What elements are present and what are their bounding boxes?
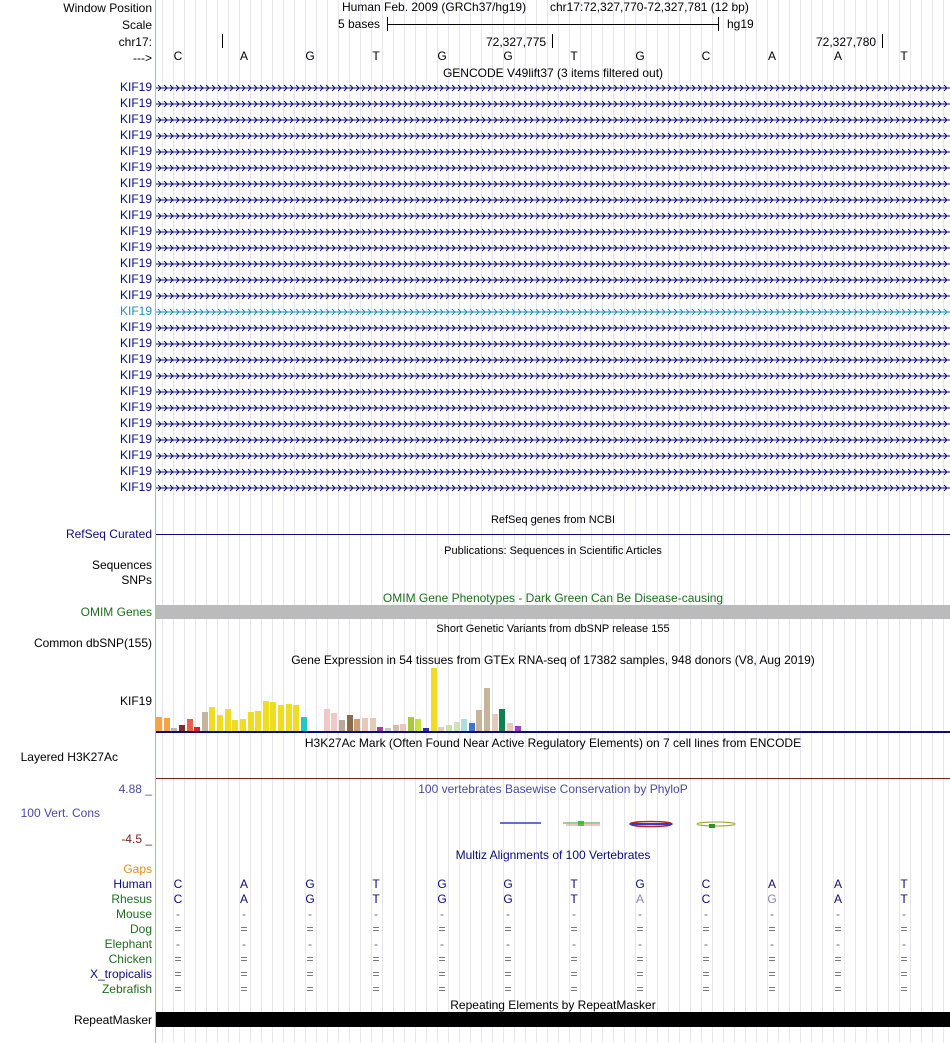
alignment-base: - xyxy=(242,937,246,951)
gencode-title[interactable]: GENCODE V49lift37 (3 items filtered out) xyxy=(442,66,664,80)
base-letter: G xyxy=(503,49,513,63)
gtex-tissue-bar[interactable] xyxy=(499,709,505,731)
gencode-gene-feature[interactable] xyxy=(156,423,950,425)
gencode-gene-label[interactable]: KIF19 xyxy=(119,80,152,94)
alignment-base: T xyxy=(900,892,908,906)
alignment-base: = xyxy=(174,982,182,996)
alignment-base: G xyxy=(437,877,447,891)
base-letter: A xyxy=(767,49,776,63)
gtex-tissue-bar[interactable] xyxy=(469,723,475,731)
gtex-tissue-bar[interactable] xyxy=(225,709,231,731)
gtex-baseline xyxy=(156,731,950,733)
gtex-bar-chart[interactable] xyxy=(156,667,950,731)
omim-title[interactable]: OMIM Gene Phenotypes - Dark Green Can Be Disease-causing xyxy=(382,591,724,605)
gencode-gene-label[interactable]: KIF19 xyxy=(119,416,152,430)
species-label[interactable]: Human xyxy=(113,877,152,891)
gencode-gene-feature[interactable] xyxy=(156,167,950,169)
alignment-base: - xyxy=(440,937,444,951)
gencode-gene-feature[interactable] xyxy=(156,343,950,345)
alignment-base: - xyxy=(308,907,312,921)
alignment-base: = xyxy=(834,922,842,936)
gencode-gene-label[interactable]: KIF19 xyxy=(119,272,152,286)
gtex-tissue-bar[interactable] xyxy=(354,719,360,731)
alignment-base: = xyxy=(306,967,314,981)
gtex-tissue-bar[interactable] xyxy=(255,711,261,731)
alignment-base: = xyxy=(900,922,908,936)
gtex-tissue-bar[interactable] xyxy=(408,717,414,731)
gencode-gene-label[interactable]: KIF19 xyxy=(119,176,152,190)
alignment-base: = xyxy=(768,922,776,936)
gencode-gene-label[interactable]: KIF19 xyxy=(119,400,152,414)
alignment-base: = xyxy=(900,952,908,966)
gencode-gene-label[interactable]: KIF19 xyxy=(119,432,152,446)
scale-text: 5 bases xyxy=(338,17,381,31)
snps-label[interactable]: SNPs xyxy=(121,573,152,587)
scale-bar-right-tick xyxy=(718,17,719,31)
strand-label: ---> xyxy=(133,51,152,65)
alignment-base: T xyxy=(372,892,380,906)
gencode-gene-feature[interactable] xyxy=(156,87,950,89)
alignment-base: = xyxy=(768,952,776,966)
alignment-base: = xyxy=(372,922,380,936)
track-area[interactable] xyxy=(156,0,950,1043)
gencode-gene-feature[interactable] xyxy=(156,199,950,201)
base-letter: G xyxy=(437,49,447,63)
alignment-base: A xyxy=(635,892,644,906)
alignment-base: = xyxy=(174,967,182,981)
alignment-base: - xyxy=(506,907,510,921)
species-label[interactable]: X_tropicalis xyxy=(89,967,152,981)
gencode-gene-feature[interactable] xyxy=(156,183,950,185)
alignment-base: = xyxy=(702,967,710,981)
species-label[interactable]: Elephant xyxy=(104,937,152,951)
refseq-title[interactable]: RefSeq genes from NCBI xyxy=(490,514,616,526)
gtex-tissue-bar[interactable] xyxy=(232,720,238,731)
alignment-base: = xyxy=(504,982,512,996)
gencode-gene-label[interactable]: KIF19 xyxy=(119,96,152,110)
alignment-base: = xyxy=(438,982,446,996)
coord-tick xyxy=(222,34,223,48)
alignment-base: - xyxy=(308,937,312,951)
alignment-base: = xyxy=(768,982,776,996)
scale-assembly: hg19 xyxy=(727,17,754,31)
alignment-base: = xyxy=(834,982,842,996)
alignment-base: = xyxy=(438,967,446,981)
window-position-label: Window Position xyxy=(63,1,152,15)
gencode-gene-feature[interactable] xyxy=(156,391,950,393)
alignment-base: - xyxy=(902,937,906,951)
gencode-gene-feature[interactable] xyxy=(156,295,950,297)
alignment-base: = xyxy=(570,952,578,966)
alignment-base: = xyxy=(174,952,182,966)
alignment-base: - xyxy=(572,907,576,921)
gencode-gene-label[interactable]: KIF19 xyxy=(119,448,152,462)
repeatmasker-label[interactable]: RepeatMasker xyxy=(73,1013,152,1027)
alignment-base: A xyxy=(767,877,776,891)
alignment-base: - xyxy=(704,907,708,921)
alignment-base: T xyxy=(570,877,578,891)
gencode-gene-label[interactable]: KIF19 xyxy=(119,224,152,238)
gtex-tissue-bar[interactable] xyxy=(278,705,284,731)
alignment-base: = xyxy=(306,982,314,996)
gencode-gene-label[interactable]: KIF19 xyxy=(119,208,152,222)
alignment-base: = xyxy=(702,952,710,966)
gencode-gene-feature[interactable] xyxy=(156,455,950,457)
gencode-gene-feature[interactable] xyxy=(156,215,950,217)
gtex-tissue-bar[interactable] xyxy=(331,713,337,731)
gtex-title[interactable]: Gene Expression in 54 tissues from GTEx RNA-seq of 17382 samples, 948 donors (V8, Aug 2019) xyxy=(291,653,815,667)
phylop-min-label: -4.5 _ xyxy=(121,832,152,846)
alignment-base: = xyxy=(372,952,380,966)
alignment-base: T xyxy=(900,877,908,891)
gencode-gene-feature[interactable] xyxy=(156,231,950,233)
scale-bar xyxy=(387,24,718,25)
base-letter: A xyxy=(239,49,248,63)
gencode-gene-feature[interactable] xyxy=(156,279,950,281)
gencode-gene-feature[interactable] xyxy=(156,263,950,265)
alignment-base: G xyxy=(503,892,513,906)
alignment-base: G xyxy=(503,877,513,891)
alignment-base: - xyxy=(836,907,840,921)
base-letter: C xyxy=(701,49,711,63)
alignment-base: = xyxy=(570,922,578,936)
alignment-base: - xyxy=(836,937,840,951)
species-label[interactable]: Rhesus xyxy=(111,892,152,906)
gtex-tissue-bar[interactable] xyxy=(240,719,246,731)
alignment-base: = xyxy=(504,922,512,936)
gencode-gene-feature[interactable] xyxy=(156,375,950,377)
alignment-base: - xyxy=(440,907,444,921)
gencode-gene-label[interactable]: KIF19 xyxy=(119,112,152,126)
alignment-base: = xyxy=(306,922,314,936)
repeatmasker-bar[interactable] xyxy=(156,1012,950,1027)
gencode-gene-feature[interactable] xyxy=(156,119,950,121)
gtex-tissue-bar[interactable] xyxy=(263,701,269,731)
gtex-tissue-bar[interactable] xyxy=(187,719,193,731)
alignment-base: G xyxy=(305,892,315,906)
gencode-gene-feature[interactable] xyxy=(156,135,950,137)
multiz-title[interactable]: Multiz Alignments of 100 Vertebrates xyxy=(455,848,651,862)
gtex-tissue-bar[interactable] xyxy=(248,712,254,731)
coord-label-2: 72,327,780 xyxy=(816,35,877,49)
alignment-base: - xyxy=(704,937,708,951)
alignment-base: = xyxy=(504,952,512,966)
alignment-base: - xyxy=(506,937,510,951)
gencode-gene-label[interactable]: KIF19 xyxy=(119,240,152,254)
gencode-gene-label[interactable]: KIF19 xyxy=(119,192,152,206)
gencode-gene-feature[interactable] xyxy=(156,487,950,489)
phylop-label[interactable]: 100 Vert. Cons xyxy=(20,806,100,820)
alignment-base: G xyxy=(437,892,447,906)
alignment-base: = xyxy=(636,967,644,981)
alignment-base: T xyxy=(570,892,578,906)
alignment-base: = xyxy=(306,952,314,966)
publications-title[interactable]: Publications: Sequences in Scientific Articles xyxy=(444,545,662,557)
position-readout: chr17:72,327,770-72,327,781 (12 bp) xyxy=(550,0,749,14)
gtex-tissue-bar[interactable] xyxy=(286,704,292,731)
gencode-gene-feature[interactable] xyxy=(156,439,950,441)
gtex-tissue-bar[interactable] xyxy=(217,715,223,731)
gencode-gene-label[interactable]: KIF19 xyxy=(119,256,152,270)
alignment-base: = xyxy=(834,952,842,966)
gencode-gene-feature[interactable] xyxy=(156,407,950,409)
alignment-base: C xyxy=(701,877,711,891)
alignment-base: = xyxy=(240,967,248,981)
gtex-tissue-bar[interactable] xyxy=(400,724,406,731)
alignment-base: = xyxy=(702,922,710,936)
alignment-base: = xyxy=(240,952,248,966)
dbsnp-title[interactable]: Short Genetic Variants from dbSNP release 155 xyxy=(436,623,670,635)
alignment-base: - xyxy=(242,907,246,921)
phylop-title[interactable]: 100 vertebrates Basewise Conservation by PhyloP xyxy=(418,782,688,796)
base-letter: T xyxy=(372,49,380,63)
species-label[interactable]: Dog xyxy=(129,922,152,936)
alignment-base: = xyxy=(438,922,446,936)
gtex-tissue-bar[interactable] xyxy=(492,714,498,731)
gtex-tissue-bar[interactable] xyxy=(209,707,215,731)
phylop-signal[interactable] xyxy=(156,814,950,834)
species-label[interactable]: Chicken xyxy=(108,952,152,966)
assembly-title: Human Feb. 2009 (GRCh37/hg19) xyxy=(342,0,527,14)
alignment-base: = xyxy=(636,922,644,936)
base-letter: T xyxy=(900,49,908,63)
alignment-base: = xyxy=(438,952,446,966)
alignment-base: - xyxy=(638,907,642,921)
gencode-gene-label[interactable]: KIF19 xyxy=(119,304,152,318)
gtex-tissue-bar[interactable] xyxy=(362,718,368,731)
gtex-tissue-bar[interactable] xyxy=(347,715,353,731)
gencode-gene-label[interactable]: KIF19 xyxy=(119,128,152,142)
gtex-tissue-bar[interactable] xyxy=(484,688,490,731)
alignment-base: = xyxy=(372,982,380,996)
refseq-gene-line[interactable] xyxy=(156,534,950,535)
omim-label[interactable]: OMIM Genes xyxy=(80,605,152,619)
repeatmasker-title[interactable]: Repeating Elements by RepeatMasker xyxy=(450,998,656,1012)
scale-label: Scale xyxy=(121,18,152,32)
gencode-gene-label[interactable]: KIF19 xyxy=(119,384,152,398)
gencode-gene-label[interactable]: KIF19 xyxy=(119,336,152,350)
gtex-tissue-bar[interactable] xyxy=(461,719,467,731)
h3k27ac-label[interactable]: Layered H3K27Ac xyxy=(20,750,118,764)
gtex-tissue-bar[interactable] xyxy=(293,705,299,731)
coord-tick xyxy=(552,34,553,48)
h3k27ac-title[interactable]: H3K27Ac Mark (Often Found Near Active Regulatory Elements) on 7 cell lines from ENCODE xyxy=(304,736,802,750)
gencode-gene-label[interactable]: KIF19 xyxy=(119,480,152,494)
alignment-base: - xyxy=(770,937,774,951)
gencode-gene-label[interactable]: KIF19 xyxy=(119,320,152,334)
alignment-base: = xyxy=(834,967,842,981)
gencode-gene-label[interactable]: KIF19 xyxy=(119,144,152,158)
alignment-base: = xyxy=(240,922,248,936)
alignment-base: = xyxy=(768,967,776,981)
gtex-tissue-bar[interactable] xyxy=(301,717,307,731)
gencode-gene-feature[interactable] xyxy=(156,247,950,249)
species-label[interactable]: Mouse xyxy=(115,907,152,921)
base-letter: C xyxy=(173,49,183,63)
alignment-base: - xyxy=(176,937,180,951)
alignment-base: A xyxy=(239,877,248,891)
alignment-base: - xyxy=(902,907,906,921)
alignment-base: = xyxy=(702,982,710,996)
gtex-tissue-bar[interactable] xyxy=(415,719,421,731)
alignment-base: G xyxy=(767,892,777,906)
gencode-gene-feature[interactable] xyxy=(156,103,950,105)
gtex-tissue-bar[interactable] xyxy=(270,702,276,731)
base-letter: G xyxy=(635,49,645,63)
gtex-tissue-bar[interactable] xyxy=(164,718,170,731)
alignment-base: - xyxy=(176,907,180,921)
coord-label-1: 72,327,775 xyxy=(486,35,547,49)
gtex-tissue-bar[interactable] xyxy=(156,717,162,731)
gtex-tissue-bar[interactable] xyxy=(339,720,345,731)
alignment-base: G xyxy=(305,877,315,891)
alignment-base: - xyxy=(770,907,774,921)
gencode-gene-feature[interactable] xyxy=(156,151,950,153)
alignment-base: - xyxy=(374,907,378,921)
alignment-base: - xyxy=(374,937,378,951)
gencode-gene-label[interactable]: KIF19 xyxy=(119,352,152,366)
base-letter: T xyxy=(570,49,578,63)
alignment-base: = xyxy=(174,922,182,936)
gtex-tissue-bar[interactable] xyxy=(370,718,376,731)
gaps-label: Gaps xyxy=(123,862,152,876)
gencode-gene-feature[interactable] xyxy=(156,327,950,329)
gencode-gene-label[interactable]: KIF19 xyxy=(119,368,152,382)
gtex-tissue-bar[interactable] xyxy=(202,712,208,731)
species-label[interactable]: Zebrafish xyxy=(101,982,152,996)
alignment-base: = xyxy=(636,982,644,996)
omim-bar[interactable] xyxy=(156,605,950,619)
chrom-label: chr17: xyxy=(118,35,152,49)
gtex-tissue-bar[interactable] xyxy=(431,668,437,731)
alignment-base: C xyxy=(173,877,183,891)
alignment-base: = xyxy=(900,967,908,981)
gencode-gene-label[interactable]: KIF19 xyxy=(119,464,152,478)
alignment-base: = xyxy=(570,967,578,981)
alignment-base: = xyxy=(372,967,380,981)
sequences-label[interactable]: Sequences xyxy=(91,558,152,572)
gencode-gene-feature[interactable] xyxy=(156,311,950,313)
refseq-label[interactable]: RefSeq Curated xyxy=(65,527,152,541)
gencode-gene-feature[interactable] xyxy=(156,359,950,361)
h3k27ac-baseline xyxy=(156,778,950,779)
alignment-base: = xyxy=(636,952,644,966)
gtex-gene-label[interactable]: KIF19 xyxy=(119,694,152,708)
phylop-max-label: 4.88 _ xyxy=(118,782,152,796)
alignment-base: G xyxy=(635,877,645,891)
scale-bar-left-tick xyxy=(387,17,388,31)
base-letter: G xyxy=(305,49,315,63)
dbsnp-label[interactable]: Common dbSNP(155) xyxy=(33,636,152,650)
alignment-base: T xyxy=(372,877,380,891)
gencode-gene-label[interactable]: KIF19 xyxy=(119,288,152,302)
alignment-base: A xyxy=(833,877,842,891)
alignment-base: A xyxy=(239,892,248,906)
alignment-base: A xyxy=(833,892,842,906)
base-letter: A xyxy=(833,49,842,63)
alignment-base: = xyxy=(570,982,578,996)
alignment-base: C xyxy=(701,892,711,906)
alignment-base: = xyxy=(240,982,248,996)
gencode-gene-label[interactable]: KIF19 xyxy=(119,160,152,174)
gtex-tissue-bar[interactable] xyxy=(454,722,460,731)
track-label-column xyxy=(0,0,156,1043)
coord-tick xyxy=(882,34,883,48)
alignment-base: C xyxy=(173,892,183,906)
alignment-base: - xyxy=(638,937,642,951)
alignment-base: = xyxy=(504,967,512,981)
alignment-base: = xyxy=(900,982,908,996)
gencode-gene-feature[interactable] xyxy=(156,471,950,473)
gtex-tissue-bar[interactable] xyxy=(476,710,482,731)
alignment-base: - xyxy=(572,937,576,951)
gtex-tissue-bar[interactable] xyxy=(324,709,330,731)
gtex-tissue-bar[interactable] xyxy=(507,723,513,731)
